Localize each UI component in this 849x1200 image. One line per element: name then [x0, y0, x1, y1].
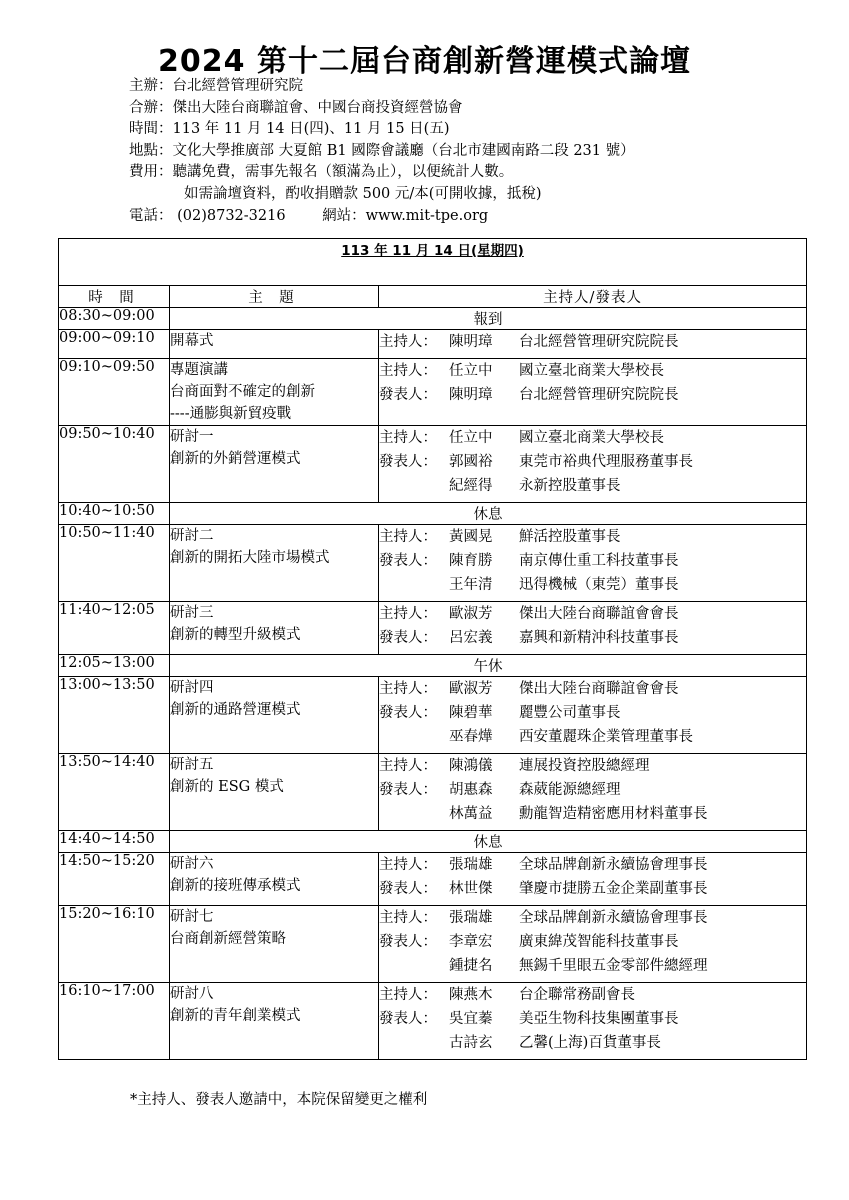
person-name: 陳燕木 [449, 987, 493, 1003]
person-name: 黃國晃 [449, 529, 493, 545]
person-title: 傑出大陸台商聯誼會會長 [519, 681, 679, 697]
topic-title: 研討八 [170, 986, 214, 1002]
people-cell [379, 853, 807, 906]
person-name: 王年清 [449, 577, 493, 593]
schedule-row [59, 525, 807, 602]
person-title: 麗豐公司董事長 [519, 705, 621, 721]
topic-cell [170, 359, 379, 426]
topic-cell [170, 754, 379, 831]
fee-line: 費用：聽講免費，需事先報名（額滿為止），以便統計人數。 [129, 164, 514, 181]
person-role: 主持人： [379, 430, 437, 446]
person-title: 連展投資控股總經理 [519, 758, 650, 774]
person-role: 主持人： [379, 334, 437, 350]
person-line [379, 602, 806, 626]
person-role: 主持人： [379, 363, 437, 379]
time-cell: 09:00~09:10 [59, 330, 170, 359]
time-cell: 09:50~10:40 [59, 426, 170, 503]
topic-title: 研討三 [170, 605, 214, 621]
person-title: 嘉興和新精沖科技董事長 [519, 630, 679, 646]
topic-subtitle: ----通膨與新貿疫戰 [170, 406, 292, 422]
person-title: 國立臺北商業大學校長 [519, 430, 664, 446]
person-line [379, 725, 806, 749]
contact-line [129, 206, 635, 228]
person-name: 胡惠森 [449, 782, 493, 798]
person-name: 陳育勝 [449, 553, 493, 569]
schedule-row [59, 677, 807, 754]
topic-title: 研討四 [170, 680, 214, 696]
topic-title: 研討一 [170, 429, 214, 445]
topic-title: 開幕式 [170, 333, 214, 349]
person-title: 永新控股董事長 [519, 478, 621, 494]
person-line [379, 359, 806, 383]
people-cell [379, 906, 807, 983]
person-name: 巫春燁 [449, 729, 493, 745]
person-title: 全球品牌創新永續協會理事長 [519, 857, 708, 873]
person-title: 鮮活控股董事長 [519, 529, 621, 545]
person-role: 發表人： [379, 454, 437, 470]
col-header-time: 時 間 [59, 286, 170, 308]
topic-title: 研討五 [170, 757, 214, 773]
time-cell: 13:00~13:50 [59, 677, 170, 754]
person-title: 無錫千里眼五金零部件總經理 [519, 958, 708, 974]
topic-cell [170, 525, 379, 602]
topic-subtitle: 台商創新經營策略 [170, 931, 286, 947]
person-title: 南京傳仕重工科技董事長 [519, 553, 679, 569]
person-title: 台北經營管理研究院院長 [519, 334, 679, 350]
col-header-people: 主持人/發表人 [379, 286, 807, 308]
person-line [379, 525, 806, 549]
person-name: 呂宏義 [449, 630, 493, 646]
schedule-row [59, 602, 807, 655]
topic-cell [170, 602, 379, 655]
person-name: 任立中 [449, 430, 493, 446]
topic-subtitle: 創新的開拓大陸市場模式 [170, 550, 330, 566]
event-info [129, 76, 635, 227]
time-cell: 12:05~13:00 [59, 655, 170, 677]
person-line [379, 549, 806, 573]
people-cell [379, 677, 807, 754]
person-role: 主持人： [379, 987, 437, 1003]
topic-subtitle: 創新的轉型升級模式 [170, 627, 301, 643]
person-title: 西安董麗珠企業管理董事長 [519, 729, 693, 745]
person-name: 張瑞雄 [449, 857, 493, 873]
person-line [379, 383, 806, 407]
person-role: 發表人： [379, 630, 437, 646]
person-title: 傑出大陸台商聯誼會會長 [519, 606, 679, 622]
topic-subtitle: 台商面對不確定的創新 [170, 384, 315, 400]
person-title: 國立臺北商業大學校長 [519, 363, 664, 379]
break-cell: 報到 [170, 308, 807, 330]
topic-subtitle: 創新的接班傳承模式 [170, 878, 301, 894]
topic-subtitle: 創新的外銷營運模式 [170, 451, 301, 467]
person-line [379, 330, 806, 354]
topic-cell [170, 853, 379, 906]
topic-subtitle: 創新的青年創業模式 [170, 1008, 301, 1024]
person-line [379, 426, 806, 450]
phone-text: 電話： (02)8732-3216 [129, 207, 286, 224]
schedule-row [59, 831, 807, 853]
person-title: 全球品牌創新永續協會理事長 [519, 910, 708, 926]
time-cell: 08:30~09:00 [59, 308, 170, 330]
person-title: 迅得機械（東莞）董事長 [519, 577, 679, 593]
person-role: 發表人： [379, 934, 437, 950]
person-role: 主持人： [379, 758, 437, 774]
time-cell: 10:40~10:50 [59, 503, 170, 525]
person-role: 發表人： [379, 387, 437, 403]
person-role: 發表人： [379, 881, 437, 897]
schedule-row [59, 906, 807, 983]
topic-subtitle: 創新的通路營運模式 [170, 702, 301, 718]
person-title: 乙馨(上海)百貨董事長 [519, 1035, 661, 1051]
person-role: 主持人： [379, 910, 437, 926]
person-name: 鍾捷名 [449, 958, 493, 974]
person-name: 歐淑芳 [449, 681, 493, 697]
people-cell [379, 330, 807, 359]
website-link[interactable]: 網站：www.mit-tpe.org [322, 207, 489, 224]
time-cell: 10:50~11:40 [59, 525, 170, 602]
schedule-row [59, 330, 807, 359]
person-line [379, 983, 806, 1007]
person-line [379, 573, 806, 597]
person-role: 主持人： [379, 857, 437, 873]
person-line [379, 877, 806, 901]
topic-cell [170, 330, 379, 359]
person-line [379, 1031, 806, 1055]
page-title: 2024 第十二屆台商創新營運模式論壇 [158, 44, 691, 79]
person-role: 主持人： [379, 606, 437, 622]
schedule-row [59, 359, 807, 426]
person-role: 發表人： [379, 1011, 437, 1027]
person-title: 肇慶市捷勝五金企業副董事長 [519, 881, 708, 897]
break-cell: 午休 [170, 655, 807, 677]
person-line [379, 701, 806, 725]
people-cell [379, 754, 807, 831]
co-organizer-line: 合辦：傑出大陸台商聯誼會、中國台商投資經營協會 [129, 99, 463, 116]
schedule-row [59, 308, 807, 330]
time-cell: 15:20~16:10 [59, 906, 170, 983]
person-name: 歐淑芳 [449, 606, 493, 622]
person-name: 林萬益 [449, 806, 493, 822]
people-cell [379, 983, 807, 1060]
person-line [379, 677, 806, 701]
time-cell: 09:10~09:50 [59, 359, 170, 426]
person-name: 陳鴻儀 [449, 758, 493, 774]
person-line [379, 754, 806, 778]
topic-title: 研討六 [170, 856, 214, 872]
person-role: 發表人： [379, 705, 437, 721]
topic-cell [170, 983, 379, 1060]
person-title: 東莞市裕典代理服務董事長 [519, 454, 693, 470]
person-line [379, 906, 806, 930]
people-cell [379, 426, 807, 503]
person-title: 台北經營管理研究院院長 [519, 387, 679, 403]
schedule-row [59, 983, 807, 1060]
topic-title: 研討二 [170, 528, 214, 544]
time-line: 時間：113 年 11 月 14 日(四)、11 月 15 日(五) [129, 121, 450, 138]
venue-line: 地點：文化大學推廣部 大夏館 B1 國際會議廳（台北市建國南路二段 231 號） [129, 142, 635, 159]
person-role: 發表人： [379, 782, 437, 798]
people-cell [379, 602, 807, 655]
person-line [379, 474, 806, 498]
person-line [379, 1007, 806, 1031]
person-title: 廣東緯茂智能科技董事長 [519, 934, 679, 950]
person-line [379, 450, 806, 474]
person-role: 主持人： [379, 681, 437, 697]
person-line [379, 626, 806, 650]
person-title: 勳龍智造精密應用材料董事長 [519, 806, 708, 822]
fee-note-line: 如需論壇資料，酌收捐贈款 500 元/本(可開收據，抵稅) [184, 185, 542, 202]
topic-subtitle: 創新的 ESG 模式 [170, 779, 284, 795]
schedule-row [59, 754, 807, 831]
person-line [379, 853, 806, 877]
date-header: 113 年 11 月 14 日(星期四) [59, 239, 807, 286]
schedule-row [59, 503, 807, 525]
topic-title: 研討七 [170, 909, 214, 925]
person-title: 美亞生物科技集團董事長 [519, 1011, 679, 1027]
col-header-topic: 主 題 [170, 286, 379, 308]
person-name: 張瑞雄 [449, 910, 493, 926]
person-role: 主持人： [379, 529, 437, 545]
people-cell [379, 359, 807, 426]
break-cell: 休息 [170, 503, 807, 525]
person-name: 吳宜蓁 [449, 1011, 493, 1027]
person-line [379, 802, 806, 826]
time-cell: 14:50~15:20 [59, 853, 170, 906]
time-cell: 16:10~17:00 [59, 983, 170, 1060]
person-name: 任立中 [449, 363, 493, 379]
person-name: 郭國裕 [449, 454, 493, 470]
topic-cell [170, 426, 379, 503]
break-cell: 休息 [170, 831, 807, 853]
schedule-row [59, 853, 807, 906]
schedule-table [58, 238, 807, 1060]
person-name: 陳明璋 [449, 334, 493, 350]
person-line [379, 954, 806, 978]
schedule-row [59, 655, 807, 677]
footnote: *主持人、發表人邀請中，本院保留變更之權利 [130, 1092, 428, 1108]
person-name: 陳碧華 [449, 705, 493, 721]
person-title: 台企聯常務副會長 [519, 987, 635, 1003]
person-line [379, 778, 806, 802]
organizer-line: 主辦：台北經營管理研究院 [129, 78, 303, 94]
person-role: 發表人： [379, 553, 437, 569]
time-cell: 11:40~12:05 [59, 602, 170, 655]
person-name: 李章宏 [449, 934, 493, 950]
topic-cell [170, 906, 379, 983]
person-title: 森葳能源總經理 [519, 782, 621, 798]
person-name: 陳明璋 [449, 387, 493, 403]
topic-cell [170, 677, 379, 754]
time-cell: 14:40~14:50 [59, 831, 170, 853]
topic-title: 專題演講 [170, 362, 228, 378]
person-line [379, 930, 806, 954]
time-cell: 13:50~14:40 [59, 754, 170, 831]
schedule-row [59, 426, 807, 503]
person-name: 古詩玄 [449, 1035, 493, 1051]
person-name: 紀經得 [449, 478, 493, 494]
person-name: 林世傑 [449, 881, 493, 897]
people-cell [379, 525, 807, 602]
